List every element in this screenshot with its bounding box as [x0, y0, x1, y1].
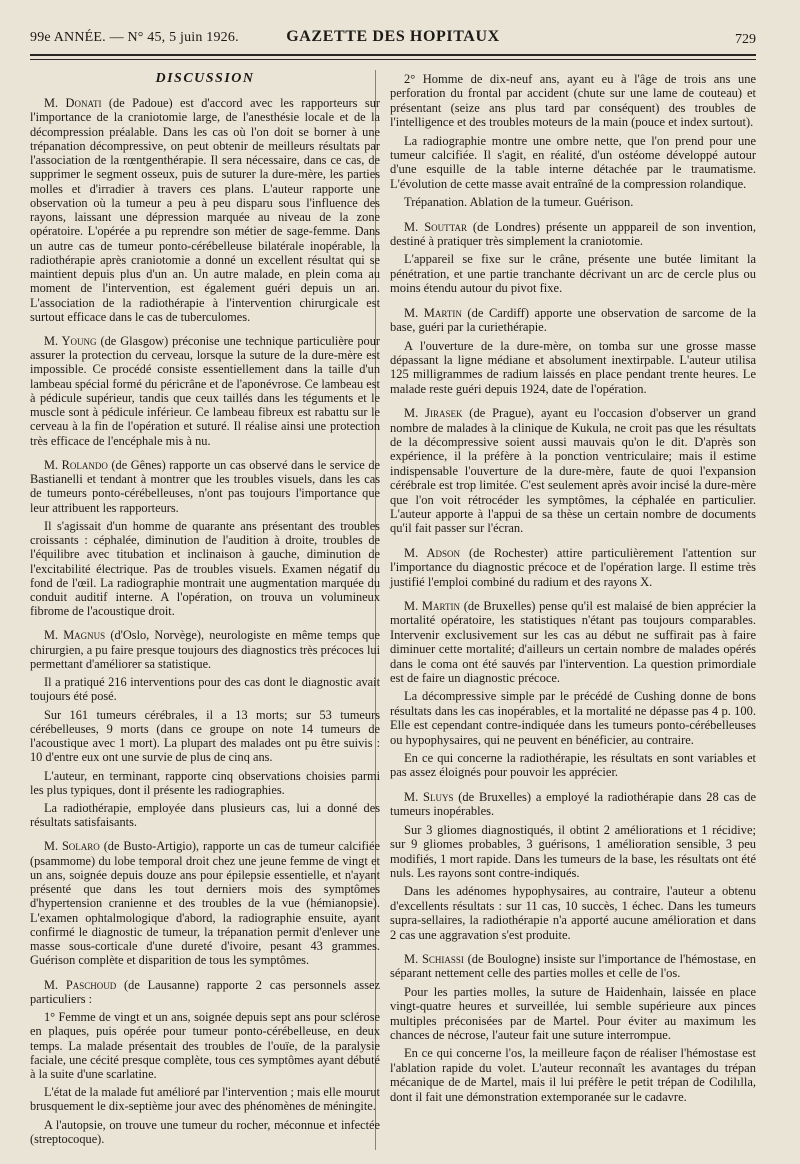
paragraph: [30, 675, 380, 703]
journal-title: GAZETTE DES HOPITAUX: [286, 28, 500, 45]
paragraph: [30, 708, 380, 765]
paragraph: [390, 1046, 756, 1104]
paragraph-text: En ce qui concerne la radiothérapie, les résultats en sont variables et pas assez éloignés pour pouvoir les apprécier.: [390, 751, 756, 780]
speaker-name: M. Paschoud: [44, 977, 117, 992]
paragraph: [30, 519, 380, 619]
paragraph: [390, 134, 756, 192]
paragraph: [390, 985, 756, 1043]
paragraph-text: L'auteur, en terminant, rapporte cinq observations choisies parmi les plus typiques, dont il présente les radiographies.: [30, 768, 380, 797]
speaker-name: M. Young: [44, 333, 97, 348]
paragraph-text: 2° Homme de dix-neuf ans, ayant eu à l'âge de trois ans une perforation du frontal par accident (chute sur une lame de couteau) et présentant (seize ans plus tard par conséquent) des troubles de l'intelligence et des troubles moteurs de la main (pouce et index surtout).: [390, 72, 756, 130]
speaker-name: M. Solaro: [44, 839, 100, 854]
paragraph: [30, 978, 380, 1006]
paragraph-text: (de Boulogne) insiste sur l'importance de l'hémostase, en séparant nettement celle des parties molles et celle de l'os.: [390, 951, 757, 981]
paragraph: [30, 801, 380, 829]
paragraph-text: L'appareil se fixe sur le crâne, présente une butée limitant la pénétration, et une partie tranchante décrivant un arc de cercle plus ou moins étendu autour du pivot fixe.: [390, 252, 756, 296]
page-header: [30, 26, 756, 52]
paragraph-text: A l'ouverture de la dure-mère, on tomba sur une grosse masse dépassant la ligne médiane et absolument inextirpable. L'auteur utilisa 125 milligrammes de radium laissés en place pendant trente heures. Le malade reste guéri depuis 1924, date de l'opération.: [390, 338, 756, 396]
paragraph: [390, 406, 756, 536]
paragraph: [390, 72, 756, 130]
paragraph: [30, 839, 380, 967]
paragraph-text: La décompressive simple par le précédé de Cushing donne de bons résultats dans les cas inopérables, et la mortalité ne dépasse pas 4 p. 100. Elle est cependant contre-indiquée dans les tumeurs ponto-cérébelleuses ou hypophysaires, qui ne peuvent en bénéficier, au contraire.: [390, 689, 756, 747]
paragraph-text: En ce qui concerne l'os, la meilleure façon de réaliser l'hémostase est l'ablation rapide du volet. L'auteur reconnaît les avantages du trépan mécanique de de Martel, mais il lui préfère le petit trépan de Codilılla, dont il fait une démonstration extemporanée sur le cadavre.: [390, 1046, 756, 1104]
paragraph-text: (de Busto-Artigio), rapporte un cas de tumeur calcifiée (psammome) du lobe temporal droit chez une jeune femme de vingt et un ans, soignée depuis douze ans pour épilepsie essentielle, et n'ayant présenté que dans les tout derniers mois des symptômes d'hypertension cranienne et des troubles de la vue (hémianopsie). L'examen ophtalmologique d'abord, la radiographie ensuite, ayant confirmé le diagnostic de tumeur, la trépanation permit d'enlever une masse sous-corticale d'une dureté d'ivoire, pesant 43 grammes. Guérison complète et disparition de tous les symptômes.: [30, 839, 381, 968]
paragraph-text: (de Lausanne) rapporte 2 cas personnels assez particuliers :: [30, 977, 380, 1006]
paragraph-text: Sur 161 tumeurs cérébrales, il a 13 morts; sur 53 tumeurs cérébelleuses, 9 morts (dans ce groupe on note 14 tumeurs de l'acoustique avec 1 mort). La plupart des malades ont pu être suivis : 10 d'entre eux ont une survie de plus de cinq ans.: [30, 707, 380, 765]
paragraph: [30, 1010, 380, 1081]
paragraph-text: (de Bruxelles) pense qu'il est malaisé de bien apprécier la mortalité opératoire, les statistiques n'étant pas toujours comparables. Intervenir exclusivement sur les cas au début ne suffirait pas à faire diminuer cette mortalité; d'ailleurs un certain nombre de malades opérés dans le coma ont été sauvés par l'intervention. La question primordiale est de faire un diagnostic précoce.: [390, 599, 757, 686]
right-column: [390, 72, 756, 1108]
page-number: 729: [735, 32, 756, 47]
speaker-name: M. Schiassi: [404, 951, 464, 966]
speaker-name: M. Martin: [404, 305, 462, 320]
paragraph-text: (de Glasgow) préconise une technique particulière pour assurer la protection du cerveau, lorsque la suture de la dure-mère est impossible. Ce procédé consiste essentiellement dans la taille d'un lambeau spécial formé du péricrâne et de l'aponévrose. Ce lambeau est à pédicule supérieur, tandis que ceux taillés dans les téguments et le muscle sont à pédicule inférieur. Ce lambeau fibreux est rabattu sur le cerveau à la fin de l'opération et suturé. Il réalise ainsi une protection très efficace de l'encéphale mis à nu.: [30, 333, 380, 448]
paragraph: [30, 628, 380, 671]
paragraph: [390, 306, 756, 335]
paragraph-text: Sur 3 gliomes diagnostiqués, il obtint 2 améliorations et 1 récidive; sur 9 gliomes probables, 3 guérisons, 1 amélioration sensible, 3 peu modifiés, 1 mort rapide. Dans les tumeurs de la base, les résultats ont été nuls. Les rayons sont contre-indiqués.: [390, 822, 756, 880]
paragraph-text: La radiothérapie, employée dans plusieurs cas, lui a donné des résultats satisfaisants.: [30, 801, 380, 830]
paragraph: [30, 96, 380, 324]
paragraph: [390, 220, 756, 249]
paragraph: [30, 1085, 380, 1113]
paragraph-text: La radiographie montre une ombre nette, que l'on prend pour une tumeur calcifiée. Il s'agit, en réalité, d'un ostéome développé autour d'une esquille de la table interne détachée par le traumatisme. L'évolution de cette masse avait entraîné de la compression rolandique.: [390, 133, 756, 191]
speaker-name: M. Magnus: [44, 628, 106, 643]
speaker-name: M. Martin: [404, 599, 461, 613]
paragraph: [390, 546, 756, 589]
paragraph-text: 1° Femme de vingt et un ans, soignée depuis sept ans pour sclérose en plaques, puis opérée pour tumeur ponto-cérébelleuse, en deux temps. La malade présentait des troubles de l'ouïe, de la paralysie faciale, une cécité presque complète, tous ces symptômes ayant débuté à la suite d'une scarlatine.: [30, 1010, 380, 1081]
paragraph-text: (de Bruxelles) a employé la radiothérapie dans 28 cas de tumeurs inopérables.: [390, 789, 757, 819]
header-rule-thick: [30, 54, 756, 56]
paragraph: [390, 884, 756, 942]
issue-line: 99e ANNÉE. — N° 45, 5 juin 1926.: [30, 30, 239, 45]
paragraph: [390, 790, 756, 819]
paragraph-text: (de Padoue) est d'accord avec les rapporteurs sur l'importance de la craniotomie large, de l'anesthésie locale et de la décompression préalable. Dans les cas où l'on doit se borner à une trépanation décompressive, on peut obtenir de meilleurs résultats par l'association de la rœntgenthérapie. Il sera nécessaire, dans ce cas, de supprimer le segment osseux, puis de suturer la dure-mère, les parties molles et d'irradier à travers ces plans. L'auteur rapporte une observation où la tumeur a peu à peu disparu sous l'influence des rayons, laissant une dépression marquée au niveau de la zone opératoire. L'opérée a pu reprendre son métier de sage-femme. Dans un autre cas de tumeur ponto-cérébelleuse bilatérale inopérable, la radiothérapie après craniotomie a donné un excellent résultat qui se maintient depuis plus d'un an. Un autre malade, en plein coma au moment de l'intervention, est également guéri depuis un an. L'association de la radiothérapie à l'intervention chirurgicale est surtout efficace dans le cas de tuberculomes.: [30, 96, 381, 324]
speaker-name: M. Jirasek: [404, 406, 463, 421]
paragraph: [390, 339, 756, 397]
paragraph: [30, 458, 380, 515]
paragraph: [390, 823, 756, 881]
paragraph-text: L'état de la malade fut amélioré par l'intervention ; mais elle mourut brusquement le dix-septième jour avec des phénomènes de méningite.: [30, 1085, 380, 1114]
paragraph: [390, 952, 756, 981]
section-title: DISCUSSION: [155, 71, 255, 86]
paragraph: [390, 195, 756, 209]
paragraph-text: (d'Oslo, Norvège), neurologiste en même temps que chirurgien, a pu faire presque toujours des diagnostics très précoces lui permettant d'améliorer sa statistique.: [30, 628, 380, 671]
paragraph-text: (de Gênes) rapporte un cas observé dans le service de Bastianelli et tendant à montrer que les troubles visuels, dans les cas de tumeurs ponto-cérébelleuses, n'ont pas toujours l'importance que leur attribuent les rapporteurs.: [30, 457, 380, 515]
paragraph-text: (de Rochester) attire particulièrement l'attention sur l'importance du diagnostic précoce et de l'opération large. Il estime très justifié l'emploi combiné du radium et des rayons X.: [390, 545, 756, 589]
paragraph: [30, 334, 380, 448]
speaker-name: M. Rolando: [44, 457, 108, 472]
paragraph: [30, 1118, 380, 1146]
paragraph: [390, 252, 756, 295]
paragraph-text: (de Prague), ayant eu l'occasion d'observer un grand nombre de malades à la clinique de Kukula, ne croit pas que les résultats de la décompressive soient aussi mauvais qu'on le dit. D'après son expérience, il la préfère à la ponction ventriculaire; mais il estime indispensable l'ouverture de la dure-mère, faute de quoi l'expansion cérébrale est trop limitée. C'est seulement après avoir incisé la dure-mère que l'on voit rétrocéder les symptômes, la céphalée en particulier. L'auteur apporte à l'appui de sa thèse un certain nombre de documents qu'il fait passer sur l'écran.: [390, 406, 756, 536]
paragraph-text: Pour les parties molles, la suture de Haidenhain, laissée en place vingt-quatre heures et surveillée, lui semble supérieure aux pinces multiples préconisées par de Martel. Pour éviter au maximum les chances de nécrose, l'auteur fait une suture interrompue.: [390, 984, 756, 1042]
paragraph-text: Il a pratiqué 216 interventions pour des cas dont le diagnostic avait toujours été posé.: [30, 675, 380, 704]
paragraph-text: A l'autopsie, on trouve une tumeur du rocher, méconnue et infectée (streptocoque).: [30, 1117, 380, 1146]
paragraph-text: Dans les adénomes hypophysaires, au contraire, l'auteur a obtenu d'excellents résultats : sur 11 cas, 10 succès, 1 échec. Dans les tumeurs supra-sellaires, la radiothérapie n'a apporté aucune amélioration et dans 2 cas une aggravation s'est produite.: [390, 884, 756, 942]
speaker-name: M. Sluys: [404, 789, 454, 804]
header-rule-thin: [30, 59, 756, 60]
paragraph: [390, 689, 756, 747]
paragraph: [30, 769, 380, 797]
left-column: [30, 72, 380, 1150]
speaker-name: M. Souttar: [404, 219, 467, 234]
speaker-name: M. Adson: [404, 545, 461, 560]
paragraph-text: (de Cardiff) apporte une observation de sarcome de la base, guéri par la curiethérapie.: [390, 305, 756, 335]
paragraph: [390, 751, 756, 780]
paragraph-text: Il s'agissait d'un homme de quarante ans présentant des troubles croissants : céphalée, diminution de l'audition à droite, troubles de l'équilibre avec titubation et inclinaison à gauche, diminution de l'excitabilité électrique. Pas de troubles visuels. Examen négatif du fond de l'œil. La radiographie montrait une augmentation marquée du conduit auditif interne. A l'opération, on trouva un volumineux fibrome de l'acoustique droit.: [30, 518, 380, 619]
paragraph-text: Trépanation. Ablation de la tumeur. Guérison.: [404, 195, 634, 210]
speaker-name: M. Donati: [44, 96, 102, 111]
paragraph: [390, 599, 756, 685]
paragraph-text: (de Londres) présente un apppareil de son invention, destiné à pratiquer très simplement la craniotomie.: [390, 219, 756, 249]
